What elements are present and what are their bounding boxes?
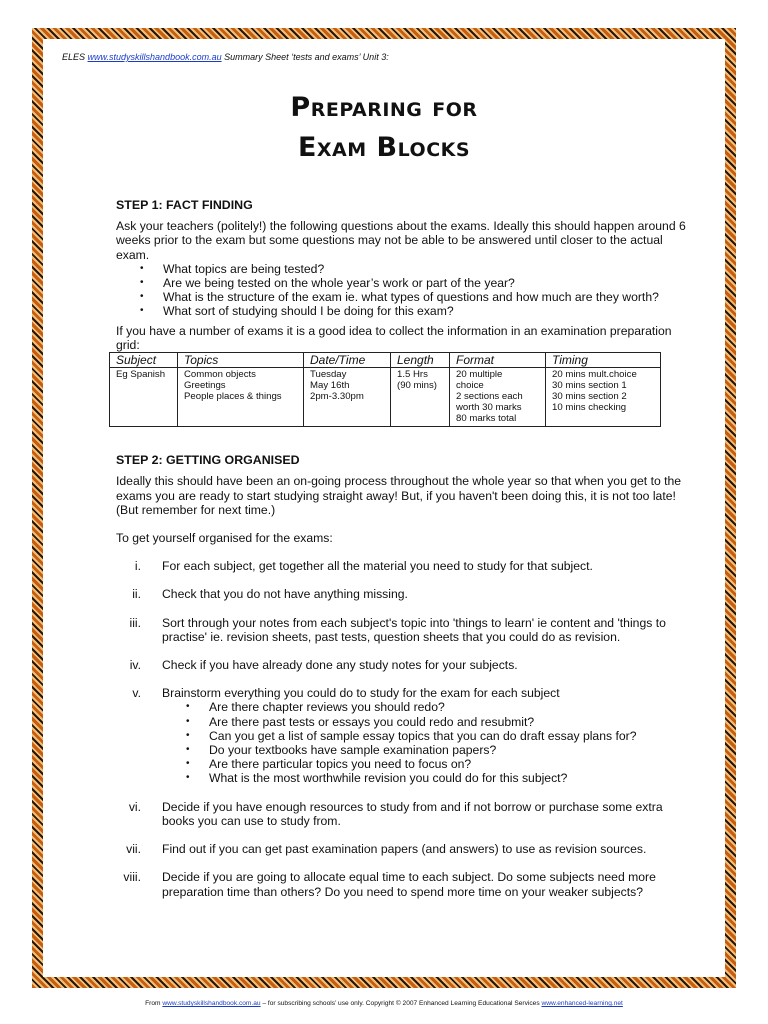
title-line-2: Exam Blocks — [297, 132, 471, 163]
item-text: Check if you have already done any study notes for your subjects. — [162, 658, 518, 673]
table-row — [110, 368, 661, 427]
column-header: Timing — [546, 353, 661, 368]
footer-link-enhanced-learning[interactable]: www.enhanced-learning.net — [541, 1000, 623, 1007]
page-footer — [0, 1000, 768, 1007]
sub-list-item: • Are there particular topics you need to focus on? — [209, 757, 696, 771]
list-item: • Are we being tested on the whole year’s work or part of the year? — [163, 276, 696, 290]
cell-line: 1.5 Hrs — [397, 369, 428, 381]
step1-heading: STEP 1: FACT FINDING — [116, 198, 253, 212]
item-number: vii. — [126, 842, 141, 857]
list-item — [116, 559, 696, 573]
exam-preparation-grid — [109, 352, 661, 427]
list-item — [116, 658, 696, 672]
step2-lead: To get yourself organised for the exams: — [116, 531, 333, 546]
sub-list-item: • Are there chapter reviews you should redo? — [209, 700, 696, 714]
footer-from: From — [145, 1000, 161, 1007]
cell-line: 2 sections each — [456, 391, 523, 403]
table-header-row — [110, 353, 661, 368]
item-text: For each subject, get together all the material you need to study for that subject. — [162, 559, 593, 574]
list-item — [116, 616, 696, 644]
main-content — [116, 198, 696, 913]
column-header: Subject — [110, 353, 178, 368]
table-cell — [178, 368, 304, 427]
footer-copyright: – for subscribing schools’ use only. Copyright © 2007 Enhanced Learning Educational Services — [262, 1000, 540, 1007]
footer-link-studyskills[interactable]: www.studyskillshandbook.com.au — [162, 1000, 261, 1007]
cell-line: worth 30 marks — [456, 402, 522, 414]
cell-line: 20 mins mult.choice — [552, 369, 637, 381]
title-line-1: Preparing for — [290, 92, 478, 123]
step1-bullet-list — [116, 262, 696, 319]
list-item — [116, 870, 696, 898]
cell-line: May 16th — [310, 380, 350, 392]
cell-line: Eg Spanish — [116, 369, 166, 381]
header-prefix: ELES — [62, 52, 86, 62]
item-text: Check that you do not have anything missing. — [162, 587, 408, 602]
list-item: • What is the structure of the exam ie. what types of questions and how much are they worth? — [163, 290, 696, 304]
item-text: Find out if you can get past examination papers (and answers) to use as revision sources. — [162, 842, 647, 857]
table-cell — [546, 368, 661, 427]
list-item — [116, 587, 696, 601]
list-item: • What sort of studying should I be doing for this exam? — [163, 304, 696, 318]
item-number: ii. — [132, 587, 141, 602]
item-text: Decide if you are going to allocate equal time to each subject. Do some subjects need more preparation time than others? Do you need to spend more time on your weaker subjects? — [162, 870, 656, 899]
list-item — [116, 800, 696, 828]
sub-list-item: • Are there past tests or essays you could redo and resubmit? — [209, 715, 696, 729]
column-header: Topics — [178, 353, 304, 368]
brainstorm-sublist — [162, 700, 696, 785]
item-text: Decide if you have enough resources to study from and if not borrow or purchase some extra books you can use to study from. — [162, 799, 663, 828]
sub-list-item: • Do your textbooks have sample examination papers? — [209, 743, 696, 757]
table-cell — [450, 368, 546, 427]
cell-line: People places & things — [184, 391, 282, 403]
column-header: Date/Time — [304, 353, 391, 368]
item-number: vi. — [128, 799, 141, 814]
cell-line: 80 marks total — [456, 413, 517, 425]
cell-line: 20 multiple — [456, 369, 503, 381]
column-header: Length — [391, 353, 450, 368]
column-header: Format — [450, 353, 546, 368]
cell-line: 2pm-3.30pm — [310, 391, 364, 403]
step2-intro: Ideally this should have been an on-going process throughout the whole year so that when you get to the exams you are ready to start studying straight away! But, if you haven't been doing this, it is not too late! (But remember for next time.) — [116, 474, 682, 517]
table-cell — [304, 368, 391, 427]
item-number: iii. — [129, 615, 141, 630]
table-cell — [110, 368, 178, 427]
item-number: viii. — [123, 870, 141, 885]
table-cell — [391, 368, 450, 427]
step2-heading: STEP 2: GETTING ORGANISED — [116, 453, 300, 468]
header-link[interactable]: www.studyskillshandbook.com.au — [87, 52, 222, 62]
header-line — [62, 52, 389, 62]
cell-line: choice — [456, 380, 484, 392]
list-item — [116, 686, 696, 785]
cell-line: Common objects — [184, 369, 256, 381]
list-item — [116, 842, 696, 856]
sub-list-item: • Can you get a list of sample essay topics that you can do draft essay plans for? — [209, 729, 696, 743]
cell-line: Greetings — [184, 380, 226, 392]
cell-line: (90 mins) — [397, 380, 437, 392]
step1-intro: Ask your teachers (politely!) the following questions about the exams. Ideally this should happen around 6 weeks prior to the exam but some questions may not be able to be answered until closer to the actual exam. — [116, 219, 686, 262]
grid-intro: If you have a number of exams it is a good idea to collect the information in an examination preparation grid: — [116, 323, 672, 352]
cell-line: 30 mins section 2 — [552, 391, 627, 403]
item-number: v. — [132, 686, 141, 701]
item-number: i. — [134, 559, 141, 574]
header-suffix: Summary Sheet ‘tests and exams’ Unit 3: — [224, 52, 389, 62]
item-text: Brainstorm everything you could do to study for the exam for each subject — [162, 686, 560, 701]
cell-line: 30 mins section 1 — [552, 380, 627, 392]
page-title — [0, 88, 768, 168]
cell-line: Tuesday — [310, 369, 347, 381]
sub-list-item: • What is the most worthwhile revision you could do for this subject? — [209, 771, 696, 785]
item-number: iv. — [129, 658, 141, 673]
list-item: • What topics are being tested? — [163, 262, 696, 276]
cell-line: 10 mins checking — [552, 402, 627, 414]
item-text: Sort through your notes from each subject's topic into 'things to learn' ie content and 'things to practise' ie. revision sheets, past tests, question sheets that you could do as revision. — [162, 615, 666, 644]
organise-steps-list — [116, 559, 696, 898]
